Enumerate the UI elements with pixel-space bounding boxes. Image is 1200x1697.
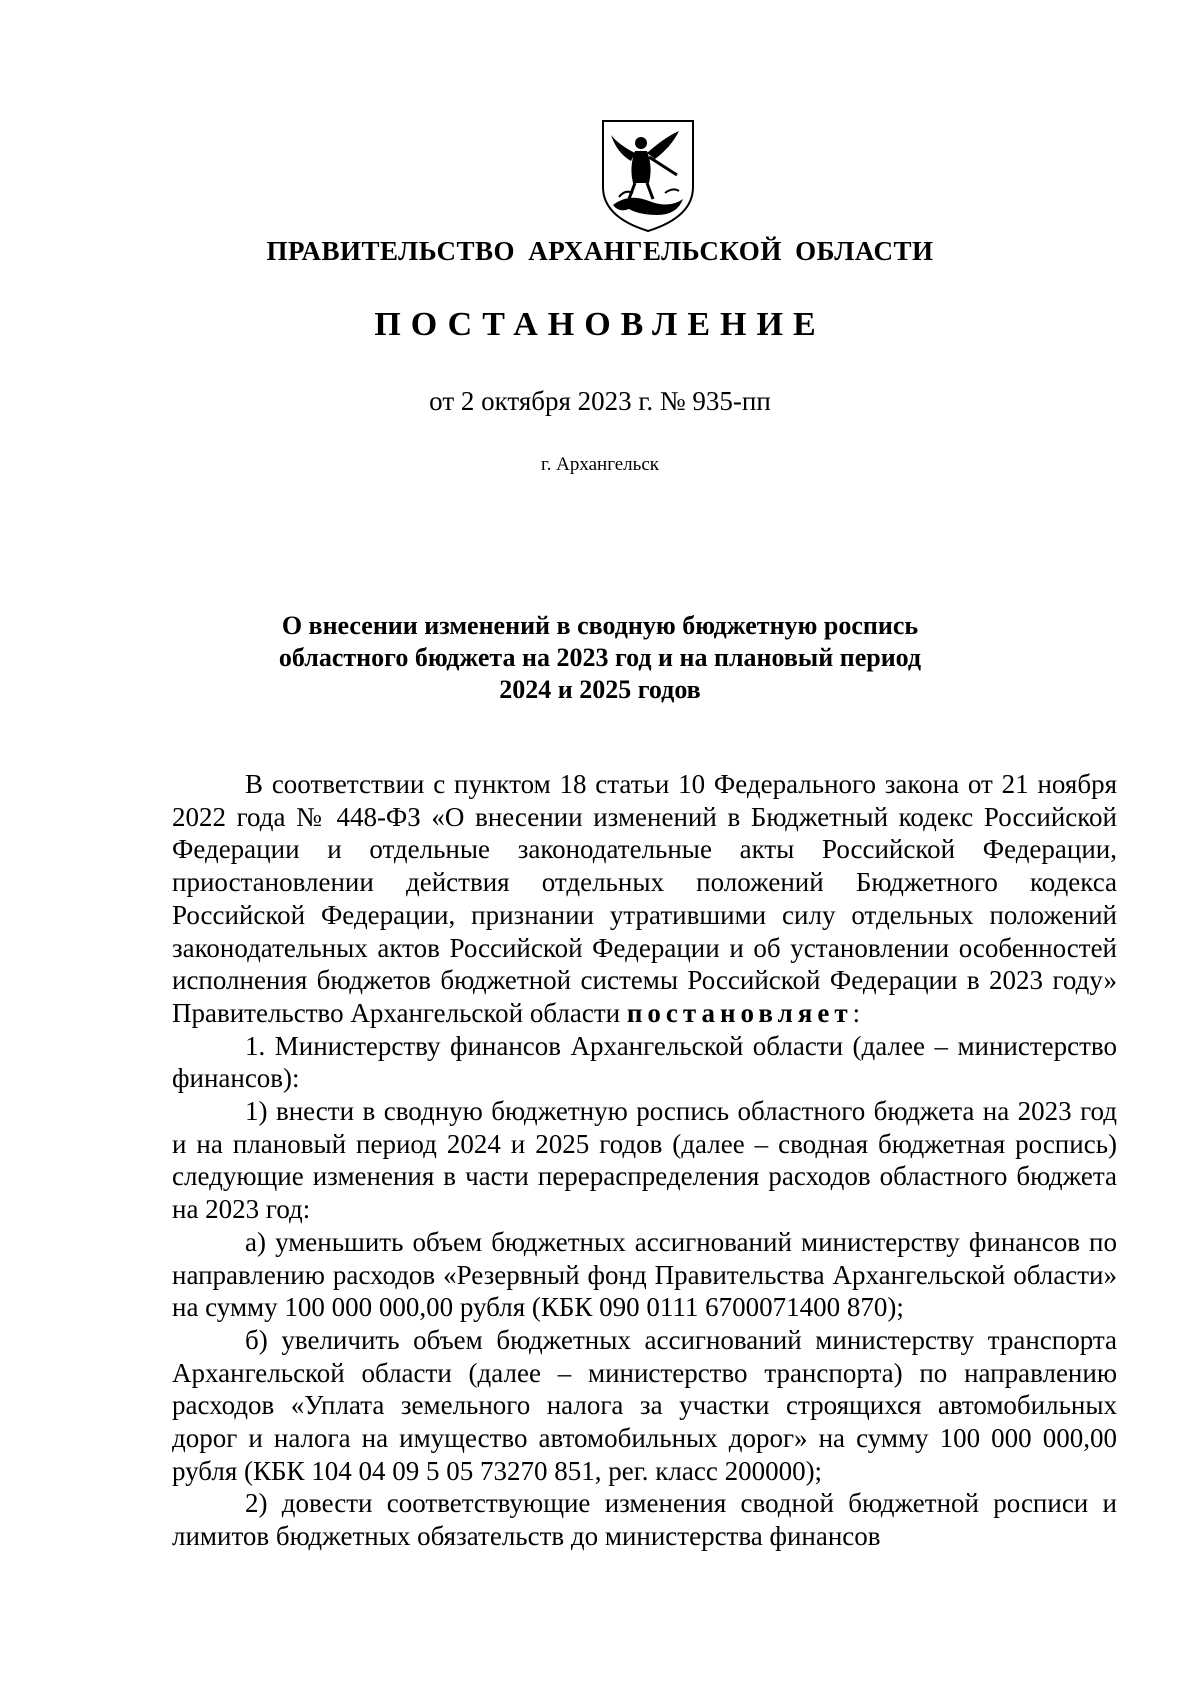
heading-line: 2024 и 2025 годов xyxy=(499,675,701,704)
document-type: ПОСТАНОВЛЕНИЕ xyxy=(374,306,826,343)
heading-line: областного бюджета на 2023 год и на плановый период xyxy=(278,643,922,672)
paragraph-1-1-b: б) увеличить объем бюджетных ассигнований министерству транспорта Архангельской области (далее – министерство транспорта) по направлению расходов «Уплата земельного налога за участки строящихся автомобильных дорог и налога на имущество автомобильных дорог» на сумму 100 000 000,00 рубля (КБК 104 04 09 5 05 73270 851, рег. класс 200000); xyxy=(172,1324,1117,1486)
decree-word: постановляет xyxy=(626,997,853,1028)
document-city: г. Архангельск xyxy=(540,454,659,475)
paragraph-1-1: 1) внести в сводную бюджетную роспись областного бюджета на 2023 год и на плановый период 2024 и 2025 годов (далее – сводная бюджетная роспись) следующие изменения в части перераспределения расходов областного бюджета на 2023 год: xyxy=(172,1096,1117,1225)
paragraph-1-1-a: а) уменьшить объем бюджетных ассигнований министерству финансов по направлению расходов «Резервный фонд Правительства Архангельской области» на сумму 100 000 000,00 рубля (КБК 090 0111 6700071400 870); xyxy=(172,1226,1117,1323)
heading-line: О внесении изменений в сводную бюджетную роспись xyxy=(281,611,919,640)
preamble-paragraph xyxy=(172,768,1117,1030)
decree-colon: : xyxy=(852,997,861,1028)
paragraph-1-2: 2) довести соответствующие изменения сводной бюджетной росписи и лимитов бюджетных обязательств до министерства финансов xyxy=(172,1488,1117,1552)
paragraph-1: 1. Министерству финансов Архангельской области (далее – министерство финансов): xyxy=(172,1030,1117,1094)
document-body xyxy=(172,768,1117,1553)
preamble-text: В соответствии с пунктом 18 статьи 10 Федерального закона от 21 ноября 2022 года № 448-ФЗ «О внесении изменений в Бюджетный кодекс Российской Федерации и отдельные законодательные акты Российской Федерации, приостановлении действия отдельных положений Бюджетного кодекса Российской Федерации, признании утратившими силу отдельных положений законодательных актов Российской Федерации и об установлении особенностей исполнения бюджетов бюджетной системы Российской Федерации в 2023 году» Правительство Архангельской области xyxy=(172,769,1117,1028)
document-heading xyxy=(200,610,1000,706)
government-title: ПРАВИТЕЛЬСТВО АРХАНГЕЛЬСКОЙ ОБЛАСТИ xyxy=(266,236,934,266)
document-date-number: от 2 октября 2023 г. № 935-пп xyxy=(429,386,771,416)
arkhangelsk-coat-of-arms-icon xyxy=(599,117,697,235)
